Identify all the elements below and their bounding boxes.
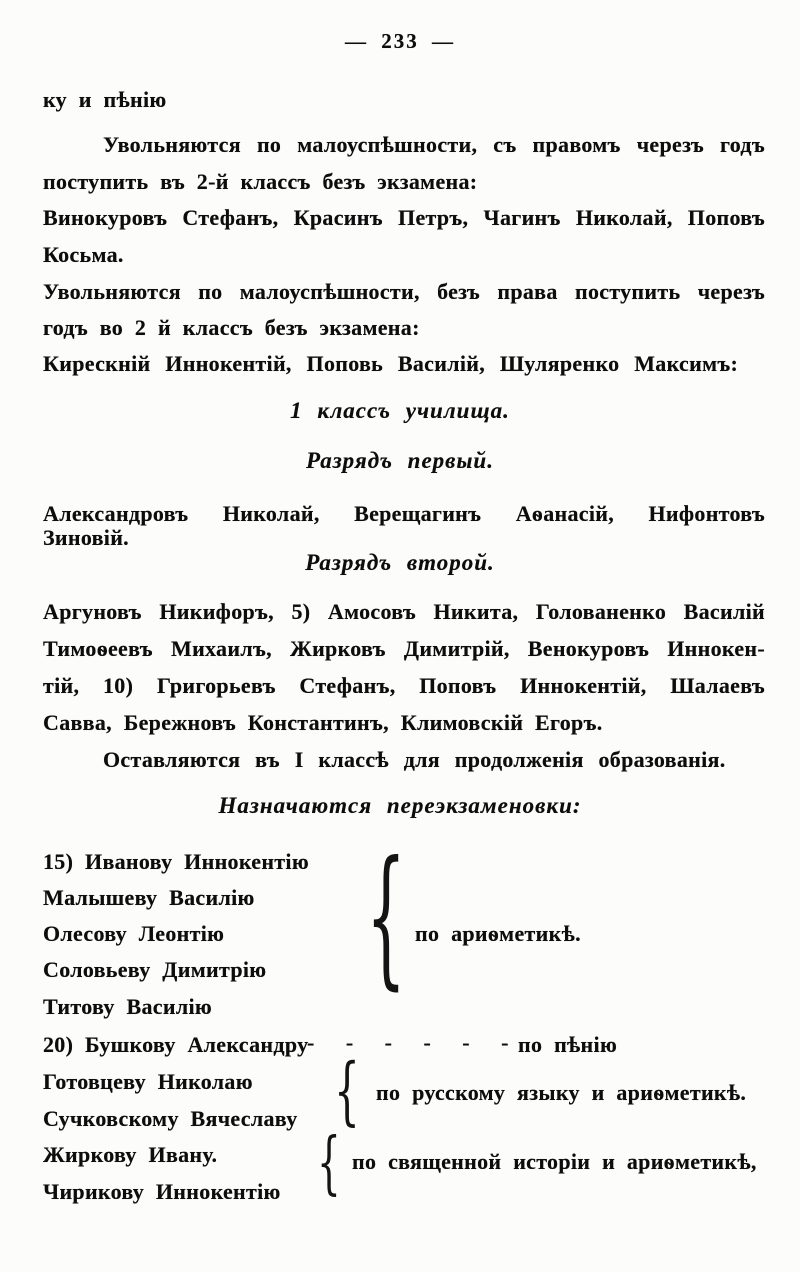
heading-razryad-first: Разрядъ первый.: [306, 448, 494, 473]
dismissed-names-line-1: Винокуровъ Стефанъ, Красинъ Петръ, Чагинъ Николай, Поповъ: [43, 205, 765, 230]
razryad-second-names-line-4: Савва, Бережновъ Константинъ, Климовскій Егоръ.: [43, 710, 603, 735]
reexam-group1-name-1: 15) Иванову Иннокентію: [43, 849, 309, 874]
reexam-group1-name-4: Соловьеву Димитрію: [43, 957, 267, 982]
razryad-first-names: Александровъ Николай, Верещагинъ Аѳанасій, Нифонтовъ Зиновій.: [43, 501, 765, 551]
reexam-bushkov-subject: по пѣнію: [518, 1032, 618, 1057]
brace-icon: {: [334, 1048, 360, 1134]
reexam-group3-subject: по священной исторіи и ариѳметикѣ,: [352, 1149, 757, 1174]
brace-icon: {: [366, 830, 407, 1004]
dismissed-names-line-2: Косьма.: [43, 242, 124, 267]
reexam-group1-name-2: Малышеву Василію: [43, 885, 255, 910]
reexam-group1-name-3: Олесову Леонтію: [43, 921, 225, 946]
dismissal-with-right-line-2: поступить въ 2-й классъ безъ экзамена:: [43, 169, 478, 194]
dismissal-without-right-line-1: Увольняются по малоуспѣшности, безъ права поступить черезъ: [43, 279, 765, 304]
reexam-group1-name-5: Титову Василію: [43, 994, 212, 1019]
heading-razryad-second: Разрядъ второй.: [305, 550, 495, 575]
reexam-group1-subject: по ариѳметикѣ.: [415, 921, 581, 946]
razryad-second-names-line-3: тій, 10) Григорьевъ Стефанъ, Поповъ Иннокентій, Шалаевъ: [43, 673, 765, 698]
reexam-group2-name-2: Сучковскому Вячеславу: [43, 1106, 298, 1131]
razryad-second-names-line-1: Аргуновъ Никифоръ, 5) Амосовъ Никита, Голованенко Василій: [43, 599, 765, 624]
dismissal-with-right-line-1: Увольняются по малоуспѣшности, съ правомъ черезъ годъ: [103, 132, 765, 157]
dismissed-names-2: Кирескній Иннокентій, Поповь Василій, Шуляренко Максимъ:: [43, 351, 739, 376]
remaining-in-class-line: Оставляются въ I классѣ для продолженія образованія.: [103, 747, 726, 772]
reexam-group2-name-1: Готовцеву Николаю: [43, 1069, 253, 1094]
heading-first-class: 1 классъ училища.: [290, 398, 510, 423]
brace-icon: {: [317, 1124, 341, 1203]
reexam-bushkov-name: 20) Бушкову Александру: [43, 1032, 309, 1057]
leader-dashes: - - - - - -: [307, 1030, 509, 1055]
reexam-group2-subject: по русскому языку и ариѳметикѣ.: [376, 1080, 747, 1105]
reexam-group3-name-2: Чирикову Иннокентію: [43, 1179, 281, 1204]
razryad-second-names-line-2: Тимоѳеевъ Михаилъ, Жирковъ Димитрій, Венокуровъ Иннокен-: [43, 636, 765, 661]
continuation-line: ку и пѣнію: [43, 87, 167, 112]
reexam-group3-name-1: Жиркову Ивану.: [43, 1142, 218, 1167]
page-number: — 233 —: [345, 29, 455, 53]
heading-reexaminations: Назначаются переэкзаменовки:: [218, 793, 582, 818]
dismissal-without-right-line-2: годъ во 2 й классъ безъ экзамена:: [43, 315, 420, 340]
